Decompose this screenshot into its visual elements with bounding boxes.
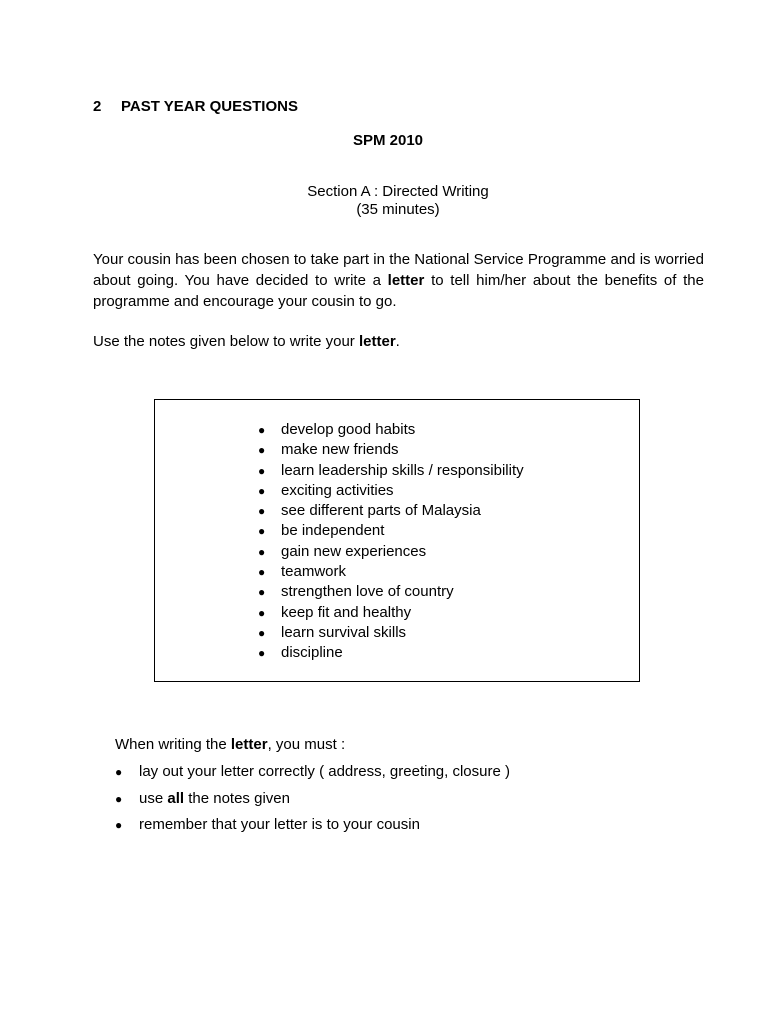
- note-item: [255, 481, 524, 501]
- bullet-icon: ●: [115, 765, 123, 779]
- bullet-icon: ●: [115, 818, 123, 832]
- note-text: discipline: [281, 644, 343, 662]
- requirement-item: [115, 762, 510, 789]
- note-item: [255, 521, 524, 541]
- prompt-text-2: to tell him/her about the benefits of the programme and encourage your cousin to go.: [93, 272, 704, 310]
- note-text: be independent: [281, 522, 385, 540]
- section-heading: [93, 98, 298, 115]
- requirement-item: [115, 789, 510, 816]
- bullet-icon: ●: [258, 544, 266, 559]
- note-item: [255, 562, 524, 582]
- requirement-text: remember that your letter is to your cousin: [139, 816, 420, 833]
- task-prompt: [93, 249, 704, 312]
- note-text: gain new experiences: [281, 542, 427, 560]
- requirements-list: [115, 762, 510, 842]
- bullet-icon: ●: [258, 524, 266, 539]
- bullet-icon: ●: [258, 463, 266, 478]
- note-text: learn survival skills: [281, 623, 407, 641]
- note-item: [255, 582, 524, 602]
- requirement-text-1: use: [139, 789, 168, 807]
- requirement-text-2: the notes given: [184, 789, 290, 807]
- note-item: [255, 461, 524, 481]
- note-text: make new friends: [281, 441, 399, 459]
- exam-title: SPM 2010: [352, 132, 424, 149]
- note-item: [255, 420, 524, 440]
- note-text: keep fit and healthy: [281, 603, 412, 621]
- bullet-icon: ●: [258, 443, 266, 458]
- note-text: exciting activities: [281, 481, 394, 499]
- requirement-bold-all: all: [167, 789, 185, 807]
- note-item: [255, 623, 524, 643]
- notes-instruction: [93, 333, 400, 350]
- note-text: strengthen love of country: [281, 583, 454, 601]
- instruction-text-2: .: [395, 333, 400, 350]
- note-item: [255, 440, 524, 460]
- bullet-icon: ●: [258, 483, 266, 498]
- note-text: teamwork: [281, 563, 347, 581]
- bullet-icon: ●: [258, 504, 266, 519]
- requirement-text: lay out your letter correctly ( address, greeting, closure ): [139, 763, 510, 780]
- requirements-intro-text-2: , you must :: [267, 736, 346, 753]
- section-heading-title: PAST YEAR QUESTIONS: [121, 98, 298, 115]
- instruction-bold-letter: letter: [358, 333, 396, 350]
- instruction-text-1: Use the notes given below to write your: [93, 333, 359, 350]
- bullet-icon: ●: [258, 565, 266, 580]
- note-item: [255, 501, 524, 521]
- bullet-icon: ●: [258, 625, 266, 640]
- notes-box: [154, 399, 640, 682]
- note-item: [255, 542, 524, 562]
- prompt-text-1: Your cousin has been chosen to take part in the National Service Programme and is worried about going. You have decided to write a: [93, 251, 704, 289]
- bullet-icon: ●: [258, 423, 266, 437]
- requirements-intro: [115, 736, 345, 753]
- note-text: learn leadership skills / responsibility: [281, 461, 524, 479]
- note-item: [255, 643, 524, 663]
- section-title: [0, 183, 768, 219]
- section-name: Section A : Directed Writing: [307, 183, 489, 200]
- note-text: see different parts of Malaysia: [281, 502, 481, 520]
- bullet-icon: ●: [258, 646, 266, 661]
- section-time: (35 minutes): [356, 201, 440, 218]
- section-number: 2: [93, 98, 102, 115]
- bullet-icon: ●: [258, 585, 266, 600]
- note-text: develop good habits: [281, 421, 416, 438]
- bullet-icon: ●: [258, 605, 266, 620]
- requirement-item: [115, 815, 510, 842]
- notes-list: [255, 420, 524, 664]
- requirements-intro-bold-letter: letter: [230, 736, 268, 753]
- requirements-intro-text-1: When writing the: [115, 736, 231, 753]
- prompt-bold-letter: letter: [387, 272, 425, 289]
- bullet-icon: ●: [115, 791, 123, 806]
- note-item: [255, 603, 524, 623]
